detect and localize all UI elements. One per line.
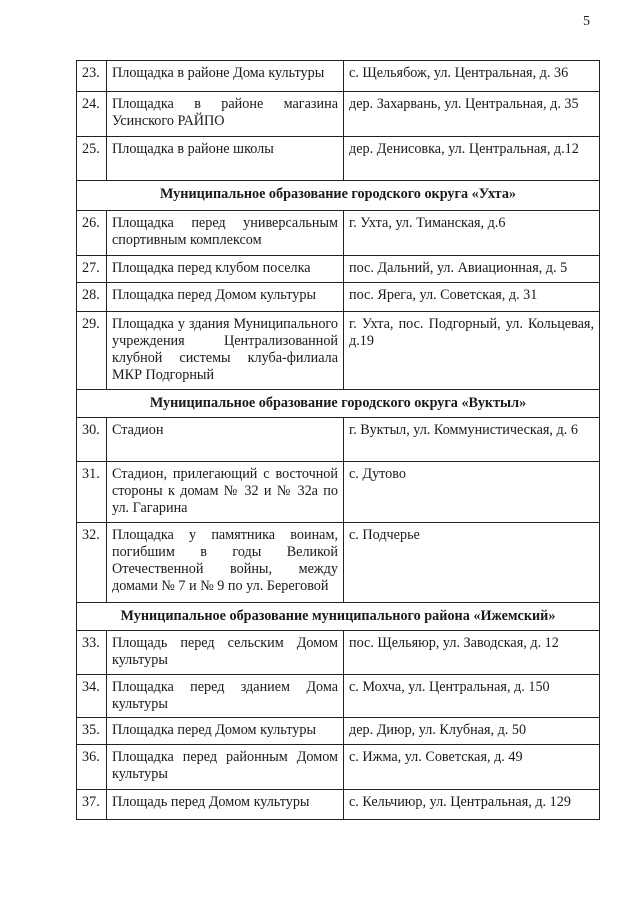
section-title: Муниципальное образование муниципального района «Ижемский»: [77, 603, 600, 631]
row-number: 30.: [77, 418, 107, 462]
site-address: г. Ухта, ул. Тиманская, д.6: [344, 211, 600, 256]
row-number: 28.: [77, 283, 107, 312]
site-address: с. Кельчиюр, ул. Центральная, д. 129: [344, 790, 600, 820]
row-number: 36.: [77, 745, 107, 790]
site-name: Стадион, прилегающий с восточной стороны к домам № 32 и № 32а по ул. Гагарина: [107, 462, 344, 523]
row-number: 23.: [77, 61, 107, 92]
table-row: [77, 718, 600, 745]
table-row: [77, 675, 600, 718]
site-name: Площадка перед Домом культуры: [107, 283, 344, 312]
site-name: Площадка у памятника воинам, погибшим в годы Великой Отечественной войны, между домами № 7 и № 9 по ул. Береговой: [107, 523, 344, 603]
row-number: 32.: [77, 523, 107, 603]
section-header-row: [77, 603, 600, 631]
site-name: Стадион: [107, 418, 344, 462]
site-name: Площадка в районе магазина Усинского РАЙПО: [107, 92, 344, 137]
table-row: [77, 92, 600, 137]
site-name: Площадка перед Домом культуры: [107, 718, 344, 745]
section-header-row: [77, 181, 600, 211]
site-name: Площадка перед клубом поселка: [107, 256, 344, 283]
site-address: пос. Ярега, ул. Советская, д. 31: [344, 283, 600, 312]
row-number: 34.: [77, 675, 107, 718]
site-name: Площадка у здания Муниципального учреждения Централизованной клубной системы клуба-филиала МКР Подгорный: [107, 312, 344, 390]
site-name: Площадка в районе Дома культуры: [107, 61, 344, 92]
site-address: пос. Дальний, ул. Авиационная, д. 5: [344, 256, 600, 283]
section-title: Муниципальное образование городского округа «Ухта»: [77, 181, 600, 211]
site-address: дер. Диюр, ул. Клубная, д. 50: [344, 718, 600, 745]
table-row: [77, 61, 600, 92]
site-name: Площадка перед зданием Дома культуры: [107, 675, 344, 718]
site-address: с. Ижма, ул. Советская, д. 49: [344, 745, 600, 790]
section-title: Муниципальное образование городского округа «Вуктыл»: [77, 390, 600, 418]
page-number: 5: [583, 14, 590, 29]
site-address: г. Ухта, пос. Подгорный, ул. Кольцевая, д.19: [344, 312, 600, 390]
site-name: Площадь перед сельским Домом культуры: [107, 631, 344, 675]
site-name: Площадка перед районным Домом культуры: [107, 745, 344, 790]
row-number: 31.: [77, 462, 107, 523]
site-address: пос. Щельяюр, ул. Заводская, д. 12: [344, 631, 600, 675]
site-address: с. Щельябож, ул. Центральная, д. 36: [344, 61, 600, 92]
row-number: 24.: [77, 92, 107, 137]
table-row: [77, 418, 600, 462]
row-number: 29.: [77, 312, 107, 390]
locations-table: [76, 60, 600, 820]
row-number: 25.: [77, 137, 107, 181]
table-row: [77, 523, 600, 603]
site-address: дер. Денисовка, ул. Центральная, д.12: [344, 137, 600, 181]
site-name: Площадка перед универсальным спортивным комплексом: [107, 211, 344, 256]
row-number: 26.: [77, 211, 107, 256]
site-name: Площадь перед Домом культуры: [107, 790, 344, 820]
table-row: [77, 790, 600, 820]
table-row: [77, 631, 600, 675]
site-name: Площадка в районе школы: [107, 137, 344, 181]
table-row: [77, 312, 600, 390]
site-address: дер. Захарвань, ул. Центральная, д. 35: [344, 92, 600, 137]
row-number: 35.: [77, 718, 107, 745]
row-number: 37.: [77, 790, 107, 820]
site-address: г. Вуктыл, ул. Коммунистическая, д. 6: [344, 418, 600, 462]
table-row: [77, 137, 600, 181]
row-number: 33.: [77, 631, 107, 675]
table-row: [77, 256, 600, 283]
site-address: с. Дутово: [344, 462, 600, 523]
site-address: с. Подчерье: [344, 523, 600, 603]
site-address: с. Мохча, ул. Центральная, д. 150: [344, 675, 600, 718]
table-row: [77, 745, 600, 790]
row-number: 27.: [77, 256, 107, 283]
table-row: [77, 283, 600, 312]
section-header-row: [77, 390, 600, 418]
table-row: [77, 211, 600, 256]
table-row: [77, 462, 600, 523]
